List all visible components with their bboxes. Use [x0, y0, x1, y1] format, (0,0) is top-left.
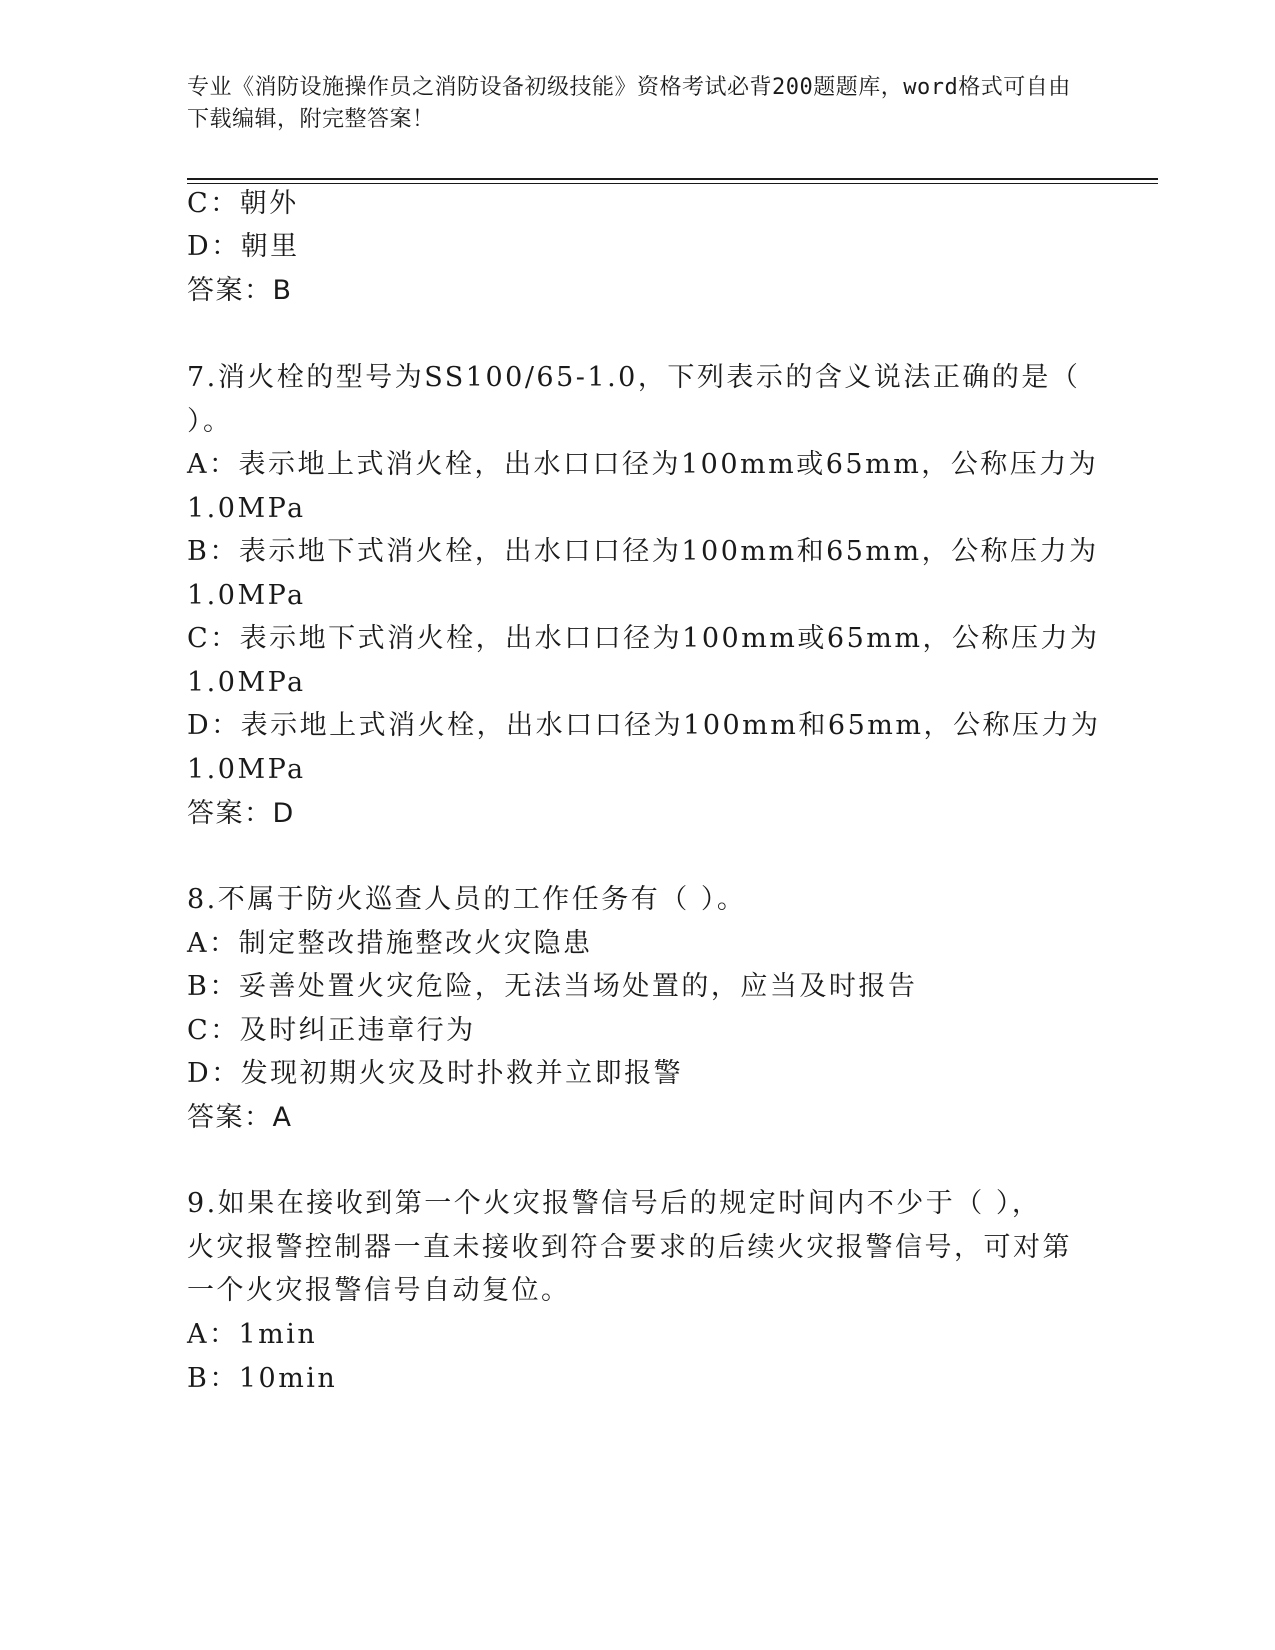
question-7-option-c: C：表示地下式消火栓，出水口口径为100mm或65mm，公称压力为	[187, 623, 1100, 654]
question-8-stem: 8.不属于防火巡查人员的工作任务有（ ）。	[187, 884, 747, 915]
question-7-option-b-cont: 1.0MPa	[187, 580, 306, 611]
answer-label: 答案：B	[187, 275, 293, 306]
question-9-option-b: B：10min	[187, 1363, 338, 1394]
question-7-option-b: B：表示地下式消火栓，出水口口径为100mm和65mm，公称压力为	[187, 536, 1099, 567]
question-7-answer: 答案：D	[187, 798, 295, 829]
question-8-answer: 答案：A	[187, 1102, 293, 1133]
header-divider-thick	[187, 178, 1158, 180]
option-d: D：朝里	[187, 231, 300, 262]
question-7-option-d-cont: 1.0MPa	[187, 754, 306, 785]
question-8-option-d: D：发现初期火灾及时扑救并立即报警	[187, 1058, 684, 1089]
header-divider-thin	[187, 183, 1158, 184]
question-7-option-d: D：表示地上式消火栓，出水口口径为100mm和65mm，公称压力为	[187, 710, 1101, 741]
question-7-option-a: A：表示地上式消火栓，出水口口径为100mm或65mm，公称压力为	[187, 449, 1099, 480]
question-9-stem-line1: 9.如果在接收到第一个火灾报警信号后的规定时间内不少于（ ），	[187, 1188, 1042, 1219]
question-7-option-c-cont: 1.0MPa	[187, 667, 306, 698]
question-7-option-a-cont: 1.0MPa	[187, 493, 306, 524]
question-9-stem-line3: 一个火灾报警信号自动复位。	[187, 1275, 571, 1306]
question-7-stem-line2: ）。	[187, 406, 233, 437]
document-header: 专业《消防设施操作员之消防设备初级技能》资格考试必背200题题库，word格式可自由下载编辑，附完整答案！	[187, 75, 1071, 132]
question-8-option-a: A：制定整改措施整改火灾隐患	[187, 928, 593, 959]
question-9-option-a: A：1min	[187, 1319, 318, 1350]
question-9-stem-line2: 火灾报警控制器一直未接收到符合要求的后续火灾报警信号，可对第	[187, 1232, 1072, 1263]
question-7-stem-line1: 7.消火栓的型号为SS100/65-1.0，下列表示的含义说法正确的是（	[187, 362, 1081, 393]
option-c: C：朝外	[187, 188, 299, 219]
question-8-option-b: B：妥善处置火灾危险，无法当场处置的，应当及时报告	[187, 971, 918, 1002]
question-8-option-c: C：及时纠正违章行为	[187, 1015, 476, 1046]
